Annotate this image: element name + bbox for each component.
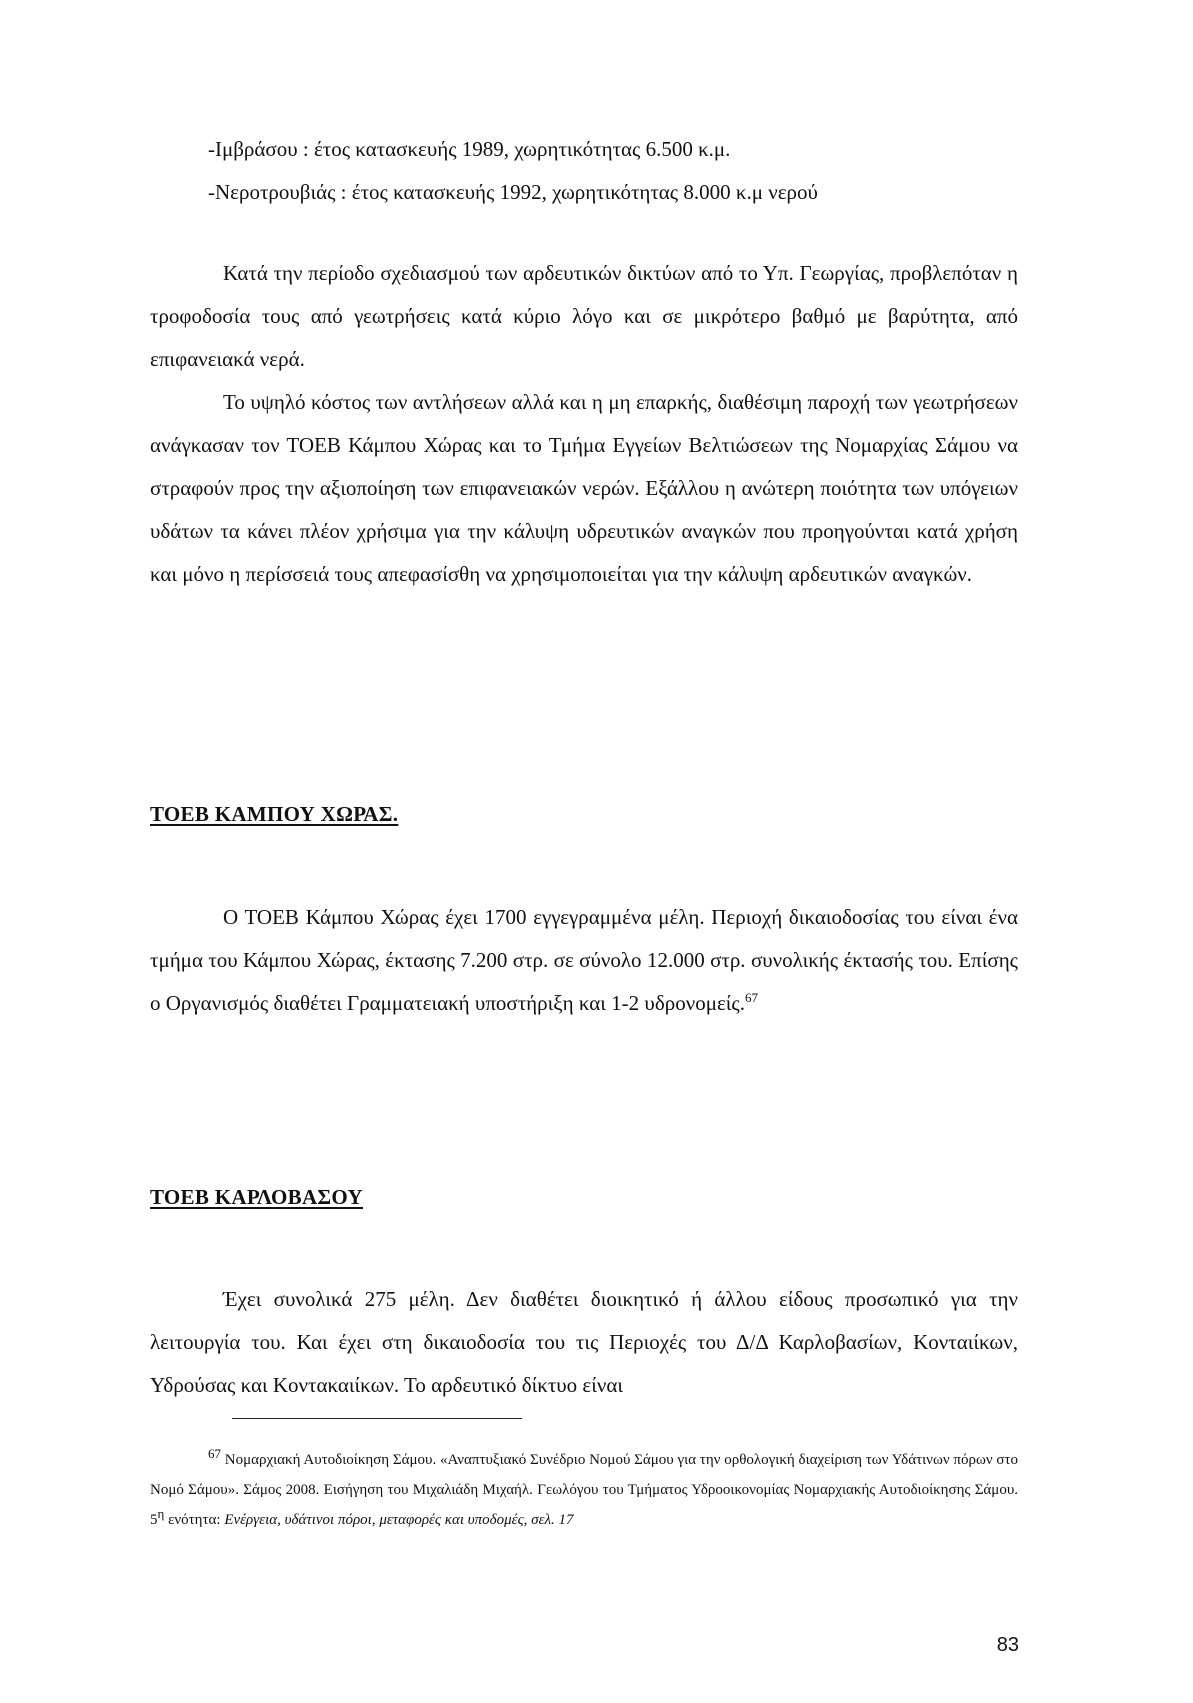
paragraph-cost: Το υψηλό κόστος των αντλήσεων αλλά και η μη επαρκής, διαθέσιμη παροχή των γεωτρήσεων ανάγκασαν τον ΤΟΕΒ Κάμπου Χώρας και το Τμήμα Εγγείων Βελτιώσεων της Νομαρχίας Σάμου να στραφούν προς την αξιοποίηση των επιφανειακών νερών. Εξάλλου η ανώτερη ποιότητα των υπόγειων υδάτων τα κάνει πλέον χρήσιμα για την κάλυψη υδρευτικών αναγκών που προηγούνται κατά χρήση και μόνο η περίσσειά τους απεφασίσθη να χρησιμοποιείται για την κάλυψη αρδευτικών αναγκών. — [150, 390, 1018, 586]
page-number: 83 — [996, 1634, 1019, 1656]
paragraph-kampos — [150, 896, 1018, 1025]
list-item: -Νεροτρουβιάς : έτος κατασκευής 1992, χωρητικότητας 8.000 κ.μ νερού — [208, 180, 818, 204]
section-karlovasi-body — [150, 1278, 1018, 1407]
footnote-body — [150, 1445, 1018, 1535]
reservoir-list — [208, 128, 1048, 214]
footnote-number: 67 — [208, 1446, 221, 1461]
footnote-text-main: Νομαρχιακή Αυτοδιοίκηση Σάμου. «Αναπτυξιακό Συνέδριο Νομού Σάμου για την ορθολογική διαχείριση των Υδάτινων πόρων στο Νομό Σάμου». Σάμος 2008. Εισήγηση του Μιχαλιάδη Μιχαήλ. Γεωλόγου του Τμήματος Υδροοικονομίας Νομαρχιακής Αυτοδιοίκησης Σάμου. 5 — [150, 1452, 1018, 1528]
body-text — [150, 252, 1018, 596]
section-kampos-body — [150, 896, 1018, 1025]
paragraph-planning: Κατά την περίοδο σχεδιασμού των αρδευτικών δικτύων από το Υπ. Γεωργίας, προβλεπόταν η τροφοδοσία τους από γεωτρήσεις κατά κύριο λόγο και σε μικρότερο βαθμό με βαρύτητα, από επιφανειακά νερά. — [150, 261, 1018, 371]
footnote-text-end: , σελ. 17 — [523, 1512, 574, 1528]
footnote-separator — [232, 1418, 522, 1419]
footnote — [150, 1445, 1018, 1535]
footnote-superscript: η — [157, 1506, 165, 1521]
paragraph-karlovasi: Έχει συνολικά 275 μέλη. Δεν διαθέτει διοικητικό ή άλλου είδους προσωπικό για την λειτουργία του. Και έχει στη δικαιοδοσία του τις Περιοχές του Δ/Δ Καρλοβασίων, Κονταιίκων, Υδρούσας και Κοντακαιίκων. Το αρδευτικό δίκτυο είναι — [150, 1287, 1018, 1397]
paragraph-kampos-text: Ο ΤΟΕΒ Κάμπου Χώρας έχει 1700 εγγεγραμμένα μέλη. Περιοχή δικαιοδοσίας του είναι ένα τμήμα του Κάμπου Χώρας, έκτασης 7.200 στρ. σε σύνολο 12.000 στρ. συνολικής έκτασής του. Επίσης ο Οργανισμός διαθέτει Γραμματειακή υποστήριξη και 1-2 υδρονομείς. — [150, 905, 1018, 1015]
section-heading-kampos: ΤΟΕΒ ΚΑΜΠΟΥ ΧΩΡΑΣ. — [150, 802, 399, 826]
list-item: -Ιμβράσου : έτος κατασκευής 1989, χωρητικότητας 6.500 κ.μ. — [208, 137, 731, 161]
footnote-text-italic: Ενέργεια, υδάτινοι πόροι, μεταφορές και υποδομές — [224, 1512, 524, 1528]
footnote-text-label: ενότητα: — [164, 1512, 225, 1528]
section-heading-karlovasi: ΤΟΕΒ ΚΑΡΛΟΒΑΣΟΥ — [150, 1185, 363, 1209]
footnote-reference[interactable]: 67 — [744, 990, 758, 1005]
